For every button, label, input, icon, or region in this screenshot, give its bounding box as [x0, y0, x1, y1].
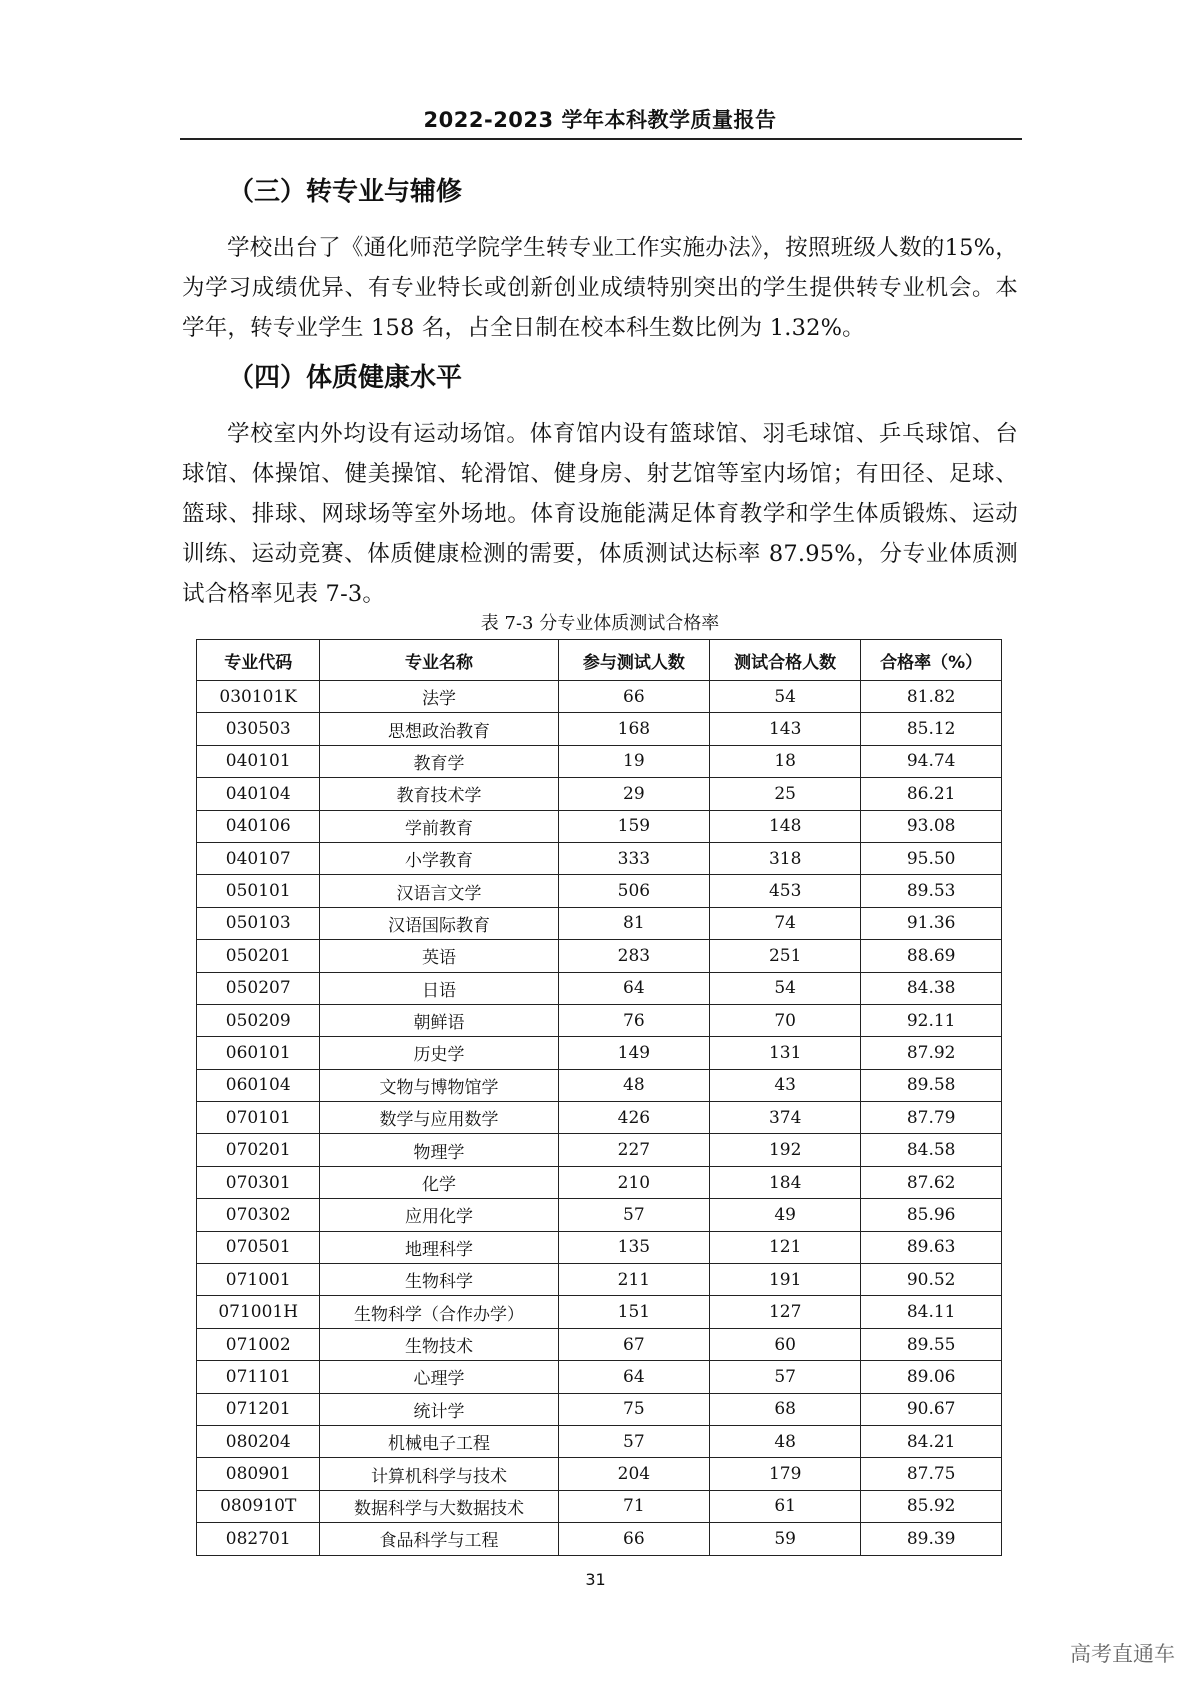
passed-cell: 68 [710, 1393, 861, 1425]
pass-rate-cell: 85.92 [861, 1490, 1002, 1522]
major-name-cell: 英语 [320, 940, 558, 972]
table-row [197, 907, 1002, 939]
table-row [197, 1425, 1002, 1457]
pass-rate-cell: 88.69 [861, 940, 1002, 972]
table-row [197, 1166, 1002, 1198]
major-code-cell: 040101 [197, 745, 320, 777]
major-name-cell: 地理科学 [320, 1231, 558, 1263]
major-code-cell: 030101K [197, 681, 320, 713]
major-code-cell: 050103 [197, 907, 320, 939]
participants-cell: 81 [558, 907, 709, 939]
passed-cell: 453 [710, 875, 861, 907]
table-row [197, 1069, 1002, 1101]
passed-cell: 18 [710, 745, 861, 777]
passed-cell: 179 [710, 1458, 861, 1490]
section-heading-physical-health: （四）体质健康水平 [228, 363, 463, 393]
pass-rate-cell: 93.08 [861, 810, 1002, 842]
passed-cell: 148 [710, 810, 861, 842]
major-name-cell: 教育学 [320, 745, 558, 777]
pass-rate-cell: 81.82 [861, 681, 1002, 713]
column-header-passed: 测试合格人数 [710, 640, 861, 681]
major-code-cell: 071001H [197, 1296, 320, 1328]
page-header-title: 2022-2023 学年本科教学质量报告 [423, 108, 777, 132]
participants-cell: 57 [558, 1425, 709, 1457]
participants-cell: 75 [558, 1393, 709, 1425]
pass-rate-cell: 85.96 [861, 1199, 1002, 1231]
passed-cell: 127 [710, 1296, 861, 1328]
passed-cell: 59 [710, 1523, 861, 1555]
participants-cell: 211 [558, 1264, 709, 1296]
major-name-cell: 生物技术 [320, 1328, 558, 1360]
table-row [197, 875, 1002, 907]
paragraph-physical-health: 学校室内外均设有运动场馆。体育馆内设有篮球馆、羽毛球馆、乒乓球馆、台球馆、体操馆、健美操馆、轮滑馆、健身房、射艺馆等室内场馆；有田径、足球、篮球、排球、网球场等室外场地。体育设施能满足体育教学和学生体质锻炼、运动训练、运动竞赛、体质健康检测的需要，体质测试达标率 87.95%，分专业体质测试合格率见表 7-3。 [182, 421, 1018, 607]
major-name-cell: 教育技术学 [320, 778, 558, 810]
passed-cell: 318 [710, 842, 861, 874]
major-name-cell: 应用化学 [320, 1199, 558, 1231]
major-code-cell: 070101 [197, 1102, 320, 1134]
major-code-cell: 050201 [197, 940, 320, 972]
major-name-cell: 心理学 [320, 1361, 558, 1393]
passed-cell: 131 [710, 1037, 861, 1069]
major-name-cell: 机械电子工程 [320, 1425, 558, 1457]
pass-rate-cell: 91.36 [861, 907, 1002, 939]
participants-cell: 168 [558, 713, 709, 745]
passed-cell: 48 [710, 1425, 861, 1457]
major-code-cell: 080204 [197, 1425, 320, 1457]
major-code-cell: 070501 [197, 1231, 320, 1263]
pass-rate-cell: 84.11 [861, 1296, 1002, 1328]
table-body [197, 681, 1002, 1556]
pass-rate-cell: 90.67 [861, 1393, 1002, 1425]
major-name-cell: 数学与应用数学 [320, 1102, 558, 1134]
pass-rate-cell: 92.11 [861, 1004, 1002, 1036]
passed-cell: 25 [710, 778, 861, 810]
pass-rate-cell: 84.21 [861, 1425, 1002, 1457]
major-code-cell: 070301 [197, 1166, 320, 1198]
table-row [197, 940, 1002, 972]
participants-cell: 227 [558, 1134, 709, 1166]
passed-cell: 49 [710, 1199, 861, 1231]
pass-rate-cell: 89.53 [861, 875, 1002, 907]
major-name-cell: 食品科学与工程 [320, 1523, 558, 1555]
column-header-pass-rate: 合格率（%） [861, 640, 1002, 681]
table-row [197, 1264, 1002, 1296]
major-code-cell: 050209 [197, 1004, 320, 1036]
passed-cell: 70 [710, 1004, 861, 1036]
major-name-cell: 小学教育 [320, 842, 558, 874]
participants-cell: 64 [558, 1361, 709, 1393]
fitness-pass-rate-table [196, 639, 1002, 1556]
header-divider [180, 138, 1022, 140]
table-row [197, 1199, 1002, 1231]
participants-cell: 64 [558, 972, 709, 1004]
passed-cell: 251 [710, 940, 861, 972]
passed-cell: 191 [710, 1264, 861, 1296]
major-code-cell: 071101 [197, 1361, 320, 1393]
major-name-cell: 朝鲜语 [320, 1004, 558, 1036]
paragraph-transfer-major: 学校出台了《通化师范学院学生转专业工作实施办法》，按照班级人数的15%，为学习成绩优异、有专业特长或创新创业成绩特别突出的学生提供转专业机会。本学年，转专业学生 158 名，占全日制在校本科生数比例为 1.32%。 [182, 235, 1018, 341]
pass-rate-cell: 87.79 [861, 1102, 1002, 1134]
participants-cell: 67 [558, 1328, 709, 1360]
column-header-major-name: 专业名称 [320, 640, 558, 681]
major-name-cell: 文物与博物馆学 [320, 1069, 558, 1101]
pass-rate-cell: 90.52 [861, 1264, 1002, 1296]
major-name-cell: 汉语国际教育 [320, 907, 558, 939]
table-row [197, 842, 1002, 874]
major-code-cell: 050207 [197, 972, 320, 1004]
pass-rate-cell: 84.58 [861, 1134, 1002, 1166]
table-row [197, 1328, 1002, 1360]
section-heading-transfer-major: （三）转专业与辅修 [228, 177, 463, 207]
table-row [197, 1004, 1002, 1036]
major-name-cell: 物理学 [320, 1134, 558, 1166]
participants-cell: 151 [558, 1296, 709, 1328]
participants-cell: 48 [558, 1069, 709, 1101]
table-caption: 表 7-3 分专业体质测试合格率 [480, 613, 720, 634]
major-code-cell: 040106 [197, 810, 320, 842]
major-code-cell: 071201 [197, 1393, 320, 1425]
table-row [197, 1523, 1002, 1555]
participants-cell: 506 [558, 875, 709, 907]
participants-cell: 149 [558, 1037, 709, 1069]
major-code-cell: 071002 [197, 1328, 320, 1360]
pass-rate-cell: 89.58 [861, 1069, 1002, 1101]
passed-cell: 54 [710, 972, 861, 1004]
pass-rate-cell: 87.92 [861, 1037, 1002, 1069]
table-row [197, 1393, 1002, 1425]
passed-cell: 143 [710, 713, 861, 745]
participants-cell: 333 [558, 842, 709, 874]
table-row [197, 681, 1002, 713]
table-row [197, 713, 1002, 745]
pass-rate-cell: 89.06 [861, 1361, 1002, 1393]
major-name-cell: 学前教育 [320, 810, 558, 842]
pass-rate-cell: 85.12 [861, 713, 1002, 745]
pass-rate-cell: 86.21 [861, 778, 1002, 810]
page-number: 31 [585, 1570, 606, 1589]
participants-cell: 29 [558, 778, 709, 810]
major-code-cell: 060104 [197, 1069, 320, 1101]
participants-cell: 57 [558, 1199, 709, 1231]
participants-cell: 426 [558, 1102, 709, 1134]
table-row [197, 1490, 1002, 1522]
major-code-cell: 060101 [197, 1037, 320, 1069]
major-name-cell: 思想政治教育 [320, 713, 558, 745]
major-name-cell: 计算机科学与技术 [320, 1458, 558, 1490]
pass-rate-cell: 89.55 [861, 1328, 1002, 1360]
pass-rate-cell: 87.62 [861, 1166, 1002, 1198]
passed-cell: 374 [710, 1102, 861, 1134]
major-name-cell: 生物科学（合作办学） [320, 1296, 558, 1328]
major-code-cell: 070201 [197, 1134, 320, 1166]
passed-cell: 121 [710, 1231, 861, 1263]
passed-cell: 74 [710, 907, 861, 939]
table-row [197, 1102, 1002, 1134]
major-name-cell: 日语 [320, 972, 558, 1004]
major-code-cell: 040107 [197, 842, 320, 874]
major-code-cell: 040104 [197, 778, 320, 810]
major-code-cell: 070302 [197, 1199, 320, 1231]
participants-cell: 66 [558, 681, 709, 713]
pass-rate-cell: 89.39 [861, 1523, 1002, 1555]
column-header-major-code: 专业代码 [197, 640, 320, 681]
passed-cell: 192 [710, 1134, 861, 1166]
pass-rate-cell: 94.74 [861, 745, 1002, 777]
participants-cell: 283 [558, 940, 709, 972]
passed-cell: 184 [710, 1166, 861, 1198]
passed-cell: 54 [710, 681, 861, 713]
participants-cell: 135 [558, 1231, 709, 1263]
table-row [197, 1458, 1002, 1490]
participants-cell: 204 [558, 1458, 709, 1490]
major-code-cell: 080910T [197, 1490, 320, 1522]
table-row [197, 1134, 1002, 1166]
major-code-cell: 030503 [197, 713, 320, 745]
passed-cell: 57 [710, 1361, 861, 1393]
major-name-cell: 汉语言文学 [320, 875, 558, 907]
major-code-cell: 082701 [197, 1523, 320, 1555]
participants-cell: 76 [558, 1004, 709, 1036]
major-name-cell: 统计学 [320, 1393, 558, 1425]
major-code-cell: 080901 [197, 1458, 320, 1490]
table-row [197, 1361, 1002, 1393]
participants-cell: 159 [558, 810, 709, 842]
pass-rate-cell: 95.50 [861, 842, 1002, 874]
major-name-cell: 数据科学与大数据技术 [320, 1490, 558, 1522]
participants-cell: 19 [558, 745, 709, 777]
watermark: 高考直通车 [1070, 1642, 1175, 1666]
participants-cell: 71 [558, 1490, 709, 1522]
column-header-participants: 参与测试人数 [558, 640, 709, 681]
table-row [197, 810, 1002, 842]
table-row [197, 972, 1002, 1004]
table-row [197, 1037, 1002, 1069]
table-row [197, 745, 1002, 777]
major-name-cell: 历史学 [320, 1037, 558, 1069]
pass-rate-cell: 89.63 [861, 1231, 1002, 1263]
participants-cell: 210 [558, 1166, 709, 1198]
passed-cell: 61 [710, 1490, 861, 1522]
table-row [197, 1231, 1002, 1263]
passed-cell: 60 [710, 1328, 861, 1360]
passed-cell: 43 [710, 1069, 861, 1101]
major-name-cell: 法学 [320, 681, 558, 713]
participants-cell: 66 [558, 1523, 709, 1555]
major-name-cell: 化学 [320, 1166, 558, 1198]
pass-rate-cell: 87.75 [861, 1458, 1002, 1490]
table-header-row [197, 640, 1002, 681]
pass-rate-cell: 84.38 [861, 972, 1002, 1004]
table-row [197, 778, 1002, 810]
major-code-cell: 050101 [197, 875, 320, 907]
major-name-cell: 生物科学 [320, 1264, 558, 1296]
table-row [197, 1296, 1002, 1328]
major-code-cell: 071001 [197, 1264, 320, 1296]
